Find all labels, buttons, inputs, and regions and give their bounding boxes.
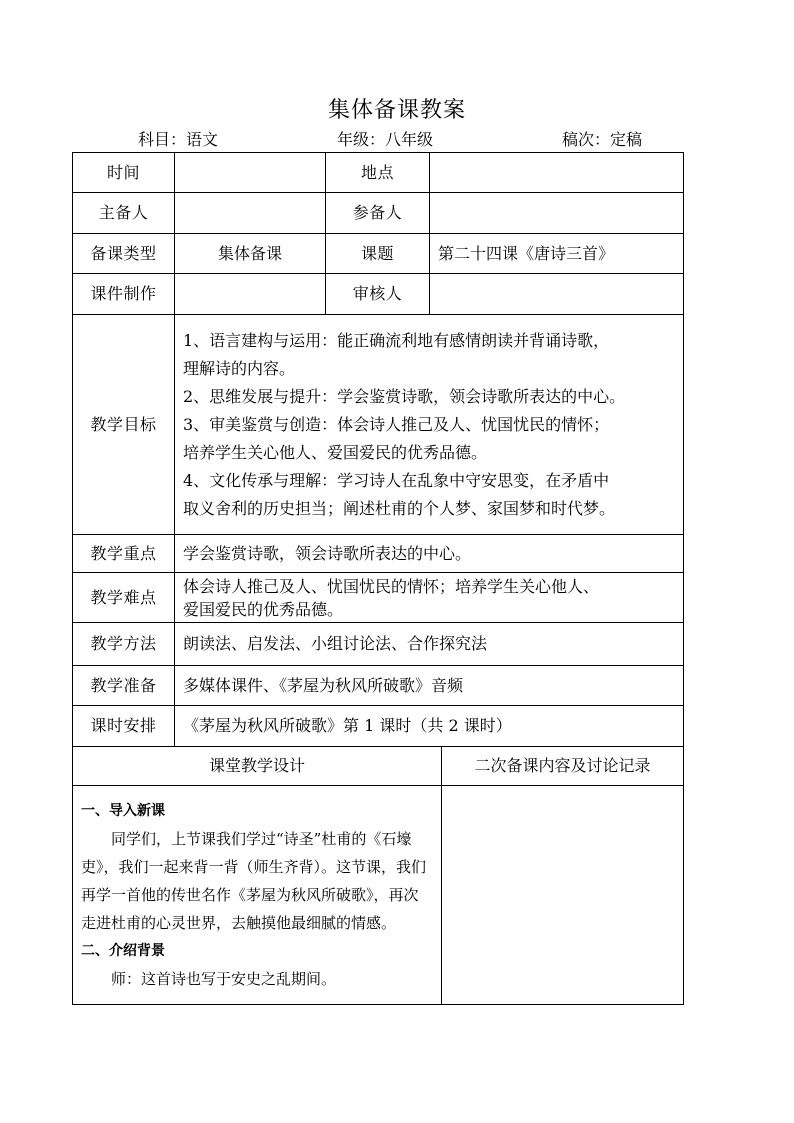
lesson-plan-table (72, 152, 684, 1005)
section-intro-text: 同学们，上节课我们学过“诗圣”杜甫的《石壕吏》，我们一起来背一背（师生齐背）。这节课，我们再学一首他的传世名作《茅屋为秋风所破歌》，再次走进杜甫的心灵世界，去触摸他最细腻的情感。 (81, 830, 427, 932)
schedule-value: 《茅屋为秋风所破歌》第 1 课时（共 2 课时） (175, 706, 684, 747)
place-value (430, 153, 684, 193)
methods-value: 朗读法、启发法、小组讨论法、合作探究法 (175, 623, 684, 666)
table-row (73, 153, 684, 193)
objective-line: 理解诗的内容。 (183, 358, 296, 378)
subject-field: 科目：语文 (138, 130, 219, 149)
time-value (175, 153, 326, 193)
prep-type-value: 集体备课 (175, 234, 326, 274)
participants-label: 参备人 (326, 193, 430, 234)
place-label: 地点 (326, 153, 430, 193)
table-row (73, 666, 684, 706)
difficulties-content (175, 573, 684, 623)
participants-value (430, 193, 684, 234)
table-row (73, 786, 684, 1005)
table-row (73, 535, 684, 573)
table-row (73, 573, 684, 623)
draft-field: 稿次：定稿 (562, 130, 643, 149)
key-points-value: 学会鉴赏诗歌，领会诗歌所表达的中心。 (175, 535, 684, 573)
topic-value: 第二十四课《唐诗三首》 (430, 234, 684, 274)
notes-header: 二次备课内容及讨论记录 (442, 747, 684, 786)
section-background-text: 师：这首诗也写于安史之乱期间。 (111, 970, 337, 988)
discussion-notes[interactable] (442, 786, 684, 1005)
grade-field: 年级：八年级 (337, 130, 434, 149)
section-background-title: 二、介绍背景 (81, 943, 165, 959)
courseware-value (175, 274, 326, 315)
objective-line: 培养学生关心他人、爱国爱民的优秀品德。 (183, 442, 488, 462)
objective-line: 1、语言建构与运用：能正确流利地有感情朗读并背诵诗歌， (183, 330, 610, 350)
objective-line: 取义舍利的历史担当；阐述杜甫的个人梦、家国梦和时代梦。 (183, 498, 616, 518)
difficulty-line: 爱国爱民的优秀品德。 (183, 599, 344, 619)
page-title: 集体备课教案 (327, 98, 466, 123)
topic-label: 课题 (326, 234, 430, 274)
preparation-label: 教学准备 (73, 666, 175, 706)
objectives-label: 教学目标 (73, 315, 175, 535)
reviewer-value (430, 274, 684, 315)
schedule-label: 课时安排 (73, 706, 175, 747)
time-label: 时间 (73, 153, 175, 193)
table-row (73, 193, 684, 234)
preparation-value: 多媒体课件、《茅屋为秋风所破歌》音频 (175, 666, 684, 706)
difficulties-label: 教学难点 (73, 573, 175, 623)
design-header: 课堂教学设计 (73, 747, 442, 786)
lead-teacher-label: 主备人 (73, 193, 175, 234)
prep-type-label: 备课类型 (73, 234, 175, 274)
objective-line: 4、文化传承与理解：学习诗人在乱象中守安思变，在矛盾中 (183, 470, 610, 490)
key-points-label: 教学重点 (73, 535, 175, 573)
section-intro-title: 一、导入新课 (81, 803, 165, 819)
courseware-label: 课件制作 (73, 274, 175, 315)
design-content (73, 786, 442, 1005)
objective-line: 3、审美鉴赏与创造：体会诗人推己及人、忧国忧民的情怀； (183, 414, 610, 434)
objectives-content (175, 315, 684, 535)
table-row (73, 747, 684, 786)
methods-label: 教学方法 (73, 623, 175, 666)
reviewer-label: 审核人 (326, 274, 430, 315)
table-row (73, 315, 684, 535)
lead-teacher-value (175, 193, 326, 234)
table-row (73, 706, 684, 747)
table-row (73, 623, 684, 666)
objective-line: 2、思维发展与提升：学会鉴赏诗歌，领会诗歌所表达的中心。 (183, 386, 626, 406)
table-row (73, 274, 684, 315)
difficulty-line: 体会诗人推己及人、忧国忧民的情怀；培养学生关心他人、 (183, 576, 600, 596)
table-row (73, 234, 684, 274)
